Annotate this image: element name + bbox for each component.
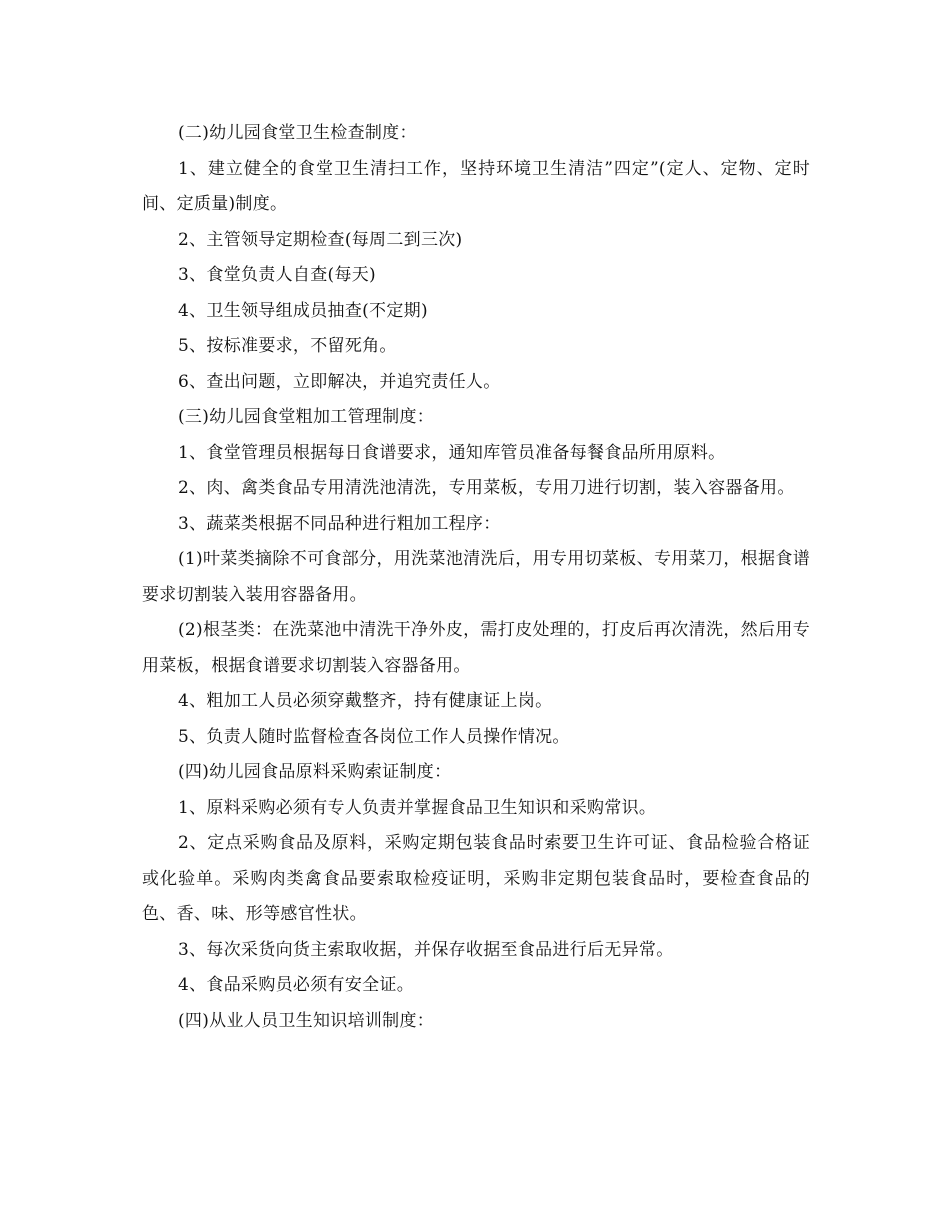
- paragraph: 5、按标准要求，不留死角。: [178, 336, 397, 356]
- section-heading-procurement: (四)幼儿园食品原料采购索证制度：: [178, 762, 452, 782]
- paragraph: 2、主管领导定期检查(每周二到三次): [178, 229, 463, 250]
- paragraph: 4、粗加工人员必须穿戴整齐，持有健康证上岗。: [178, 691, 553, 711]
- document-body: [142, 116, 810, 1039]
- paragraph: (2)根茎类：在洗菜池中清洗干净外皮，需打皮处理的，打皮后再次清洗，然后用专用菜板，根据食谱要求切割装入容器备用。: [142, 620, 810, 676]
- paragraph: 4、卫生领导组成员抽查(不定期): [178, 300, 428, 321]
- paragraph: 5、负责人随时监督检查各岗位工作人员操作情况。: [178, 726, 570, 747]
- paragraph: 1、建立健全的食堂卫生清扫工作，坚持环境卫生清洁”四定”(定人、定物、定时间、定质量)制度。: [142, 158, 810, 214]
- section-heading-training: (四)从业人员卫生知识培训制度：: [178, 1010, 435, 1031]
- section-heading-rough-processing: (三)幼儿园食堂粗加工管理制度：: [178, 407, 435, 427]
- paragraph: 3、蔬菜类根据不同品种进行粗加工程序：: [178, 513, 501, 534]
- paragraph: (1)叶菜类摘除不可食部分，用洗菜池清洗后，用专用切菜板、专用菜刀，根据食谱要求切割装入装用容器备用。: [142, 549, 810, 605]
- section-heading-inspection: (二)幼儿园食堂卫生检查制度：: [178, 123, 417, 143]
- paragraph: 2、定点采购食品及原料，采购定期包装食品时索要卫生许可证、食品检验合格证或化验单。采购肉类禽食品要索取检疫证明，采购非定期包装食品时，要检查食品的色、香、味、形等感官性状。: [142, 833, 810, 924]
- paragraph: 1、原料采购必须有专人负责并掌握食品卫生知识和采购常识。: [178, 797, 657, 818]
- paragraph: 2、肉、禽类食品专用清洗池清洗，专用菜板，专用刀进行切割，装入容器备用。: [178, 478, 795, 498]
- paragraph: 3、食堂负责人自查(每天): [178, 265, 376, 285]
- paragraph: 3、每次采货向货主索取收据，并保存收据至食品进行后无异常。: [178, 939, 674, 960]
- paragraph: 1、食堂管理员根据每日食谱要求，通知库管员准备每餐食品所用原料。: [178, 442, 726, 463]
- paragraph: 4、食品采购员必须有安全证。: [178, 975, 415, 995]
- paragraph: 6、查出问题，立即解决，并追究责任人。: [178, 371, 501, 392]
